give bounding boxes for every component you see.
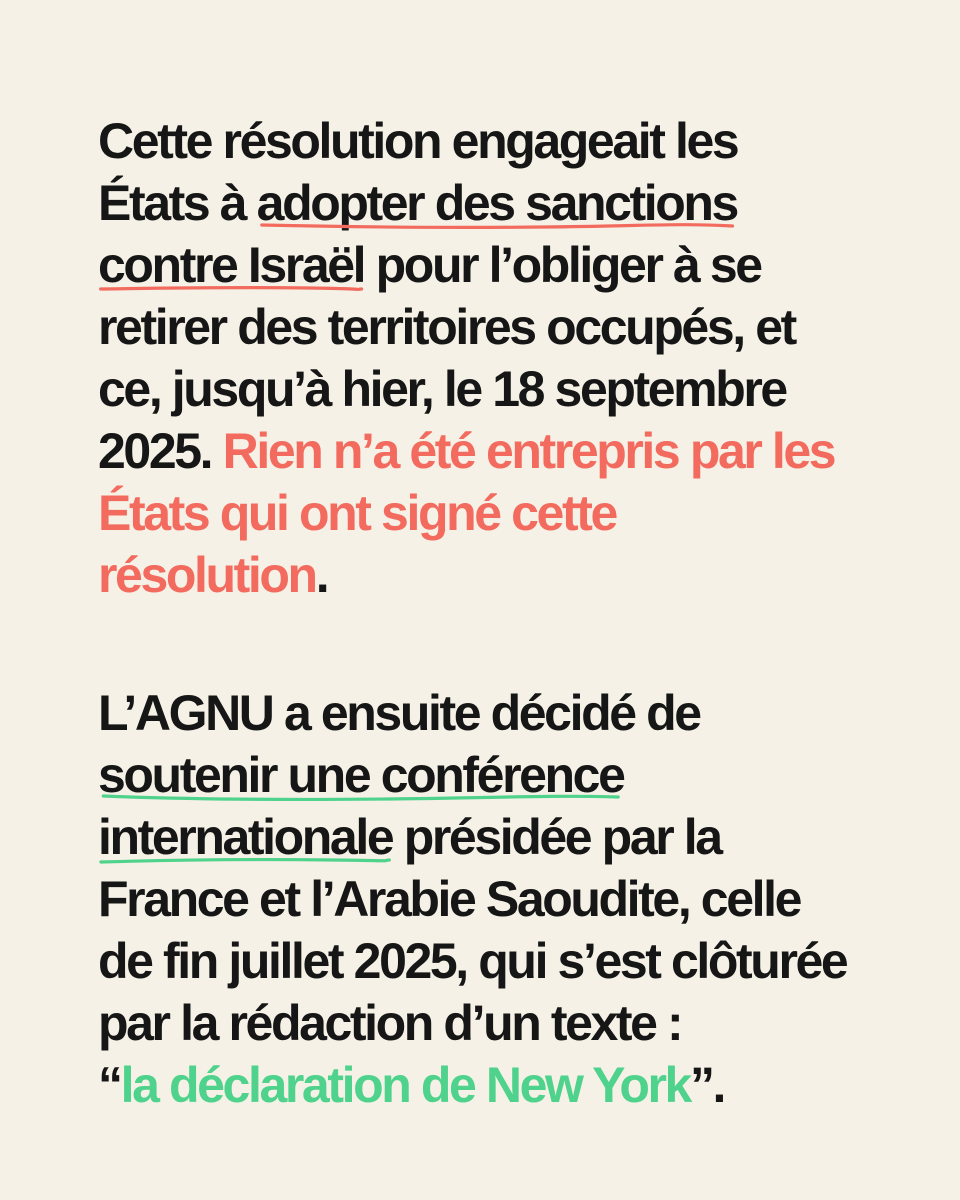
highlight-red-text: résolution [98,547,316,603]
text-line [98,992,898,1054]
text-line [98,172,898,234]
text-line [98,482,898,544]
text-span: ce, jusqu’à hier, le 18 septembre [98,361,786,417]
text-span: adopter des sanctions [256,175,737,231]
text-span: Cette résolution engageait les [98,113,738,169]
text-span: France et l’Arabie Saoudite, celle [98,871,801,927]
text-line [98,358,898,420]
green-underline-stroke [98,790,624,806]
text-span: “ [98,1057,121,1113]
text-line [98,930,898,992]
text-span: 2025. [98,423,223,479]
underlined-phrase-conference-part1 [98,744,624,806]
text-line [98,744,898,806]
text-line [98,682,898,744]
paragraph-resolution [98,110,898,606]
text-span: pour l’obliger à se [364,237,761,293]
highlight-red-text: Rien n’a été entrepris par les [222,423,835,479]
text-span: internationale [98,809,393,865]
underlined-phrase-sanctions-part2 [98,234,364,296]
underlined-phrase-conference-part2 [98,806,392,868]
red-underline-stroke [98,280,364,296]
text-span: de fin juillet 2025, qui s’est clôturée [98,933,847,989]
text-span: contre Israël [98,237,365,293]
text-span: par la rédaction d’un texte : [98,995,682,1051]
text-span: soutenir une conférence [98,747,624,803]
text-line [98,420,898,482]
paragraph-agnu [98,682,898,1116]
text-span: retirer des territoires occupés, et [98,299,795,355]
text-line [98,1054,898,1116]
underlined-phrase-sanctions-part1 [257,172,737,234]
highlight-green-text: la déclaration de New York [120,1057,690,1113]
text-line [98,110,898,172]
text-line [98,296,898,358]
text-span: présidée par la [392,809,721,865]
text-line [98,544,898,606]
text-span: États à [98,175,257,231]
red-underline-stroke [257,218,737,234]
highlight-red-text: États qui ont signé cette [98,485,616,541]
text-span: L’AGNU a ensuite décidé de [98,685,700,741]
text-line [98,234,898,296]
text-line [98,806,898,868]
text-line [98,868,898,930]
text-span: ”. [689,1057,725,1113]
green-underline-stroke [98,852,392,868]
text-span: . [315,547,328,603]
